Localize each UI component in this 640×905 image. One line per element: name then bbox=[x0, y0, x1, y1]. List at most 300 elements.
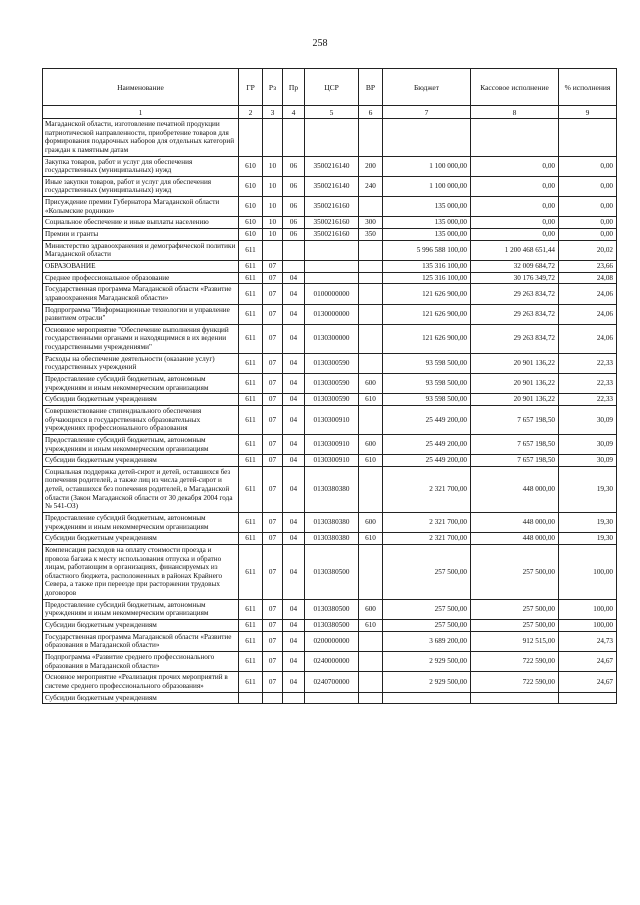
row-value-cell: 07 bbox=[263, 260, 283, 272]
row-value-cell: 0,00 bbox=[471, 176, 559, 196]
row-value-cell: 07 bbox=[263, 533, 283, 545]
table-row bbox=[43, 651, 617, 671]
row-value-cell bbox=[263, 240, 283, 260]
row-value-cell: 611 bbox=[239, 599, 263, 619]
column-header: Кассовое исполнение bbox=[471, 69, 559, 106]
column-number: 9 bbox=[559, 106, 617, 119]
table-row bbox=[43, 156, 617, 176]
row-value-cell: 1 200 468 651,44 bbox=[471, 240, 559, 260]
row-value-cell: 0130300590 bbox=[305, 394, 359, 406]
row-value-cell: 448 000,00 bbox=[471, 533, 559, 545]
row-value-cell: 19,30 bbox=[559, 512, 617, 532]
row-value-cell bbox=[359, 284, 383, 304]
row-value-cell: 04 bbox=[283, 466, 305, 512]
column-header: ВР bbox=[359, 69, 383, 106]
row-value-cell: 23,66 bbox=[559, 260, 617, 272]
row-name-cell: Государственная программа Магаданской области «Развитие здравоохранения Магаданской области» bbox=[43, 284, 239, 304]
row-value-cell bbox=[305, 119, 359, 157]
row-value-cell bbox=[283, 119, 305, 157]
row-name-cell: Премии и гранты bbox=[43, 229, 239, 241]
row-value-cell: 04 bbox=[283, 620, 305, 632]
table-row bbox=[43, 394, 617, 406]
row-value-cell bbox=[559, 119, 617, 157]
row-value-cell: 10 bbox=[263, 156, 283, 176]
row-value-cell: 06 bbox=[283, 176, 305, 196]
row-value-cell: 04 bbox=[283, 394, 305, 406]
row-value-cell: 610 bbox=[359, 455, 383, 467]
row-value-cell: 2 321 700,00 bbox=[383, 512, 471, 532]
row-value-cell: 611 bbox=[239, 651, 263, 671]
row-value-cell: 25 449 200,00 bbox=[383, 405, 471, 434]
row-value-cell: 2 321 700,00 bbox=[383, 533, 471, 545]
row-value-cell: 611 bbox=[239, 260, 263, 272]
row-value-cell bbox=[559, 692, 617, 704]
table-row bbox=[43, 304, 617, 324]
row-name-cell: Субсидии бюджетным учреждениям bbox=[43, 620, 239, 632]
row-value-cell: 611 bbox=[239, 434, 263, 454]
row-value-cell: 07 bbox=[263, 374, 283, 394]
row-value-cell bbox=[359, 324, 383, 353]
row-value-cell bbox=[283, 260, 305, 272]
row-value-cell bbox=[359, 405, 383, 434]
row-name-cell: Предоставление субсидий бюджетным, автономным учреждениям и иным некоммерческим организациям bbox=[43, 374, 239, 394]
row-value-cell bbox=[305, 692, 359, 704]
row-name-cell: Субсидии бюджетным учреждениям bbox=[43, 533, 239, 545]
row-value-cell bbox=[263, 119, 283, 157]
row-value-cell: 0130300590 bbox=[305, 353, 359, 373]
column-number: 7 bbox=[383, 106, 471, 119]
table-row bbox=[43, 512, 617, 532]
row-value-cell: 24,67 bbox=[559, 672, 617, 692]
row-value-cell: 30,09 bbox=[559, 455, 617, 467]
row-value-cell: 611 bbox=[239, 620, 263, 632]
row-value-cell: 93 598 500,00 bbox=[383, 374, 471, 394]
column-number: 2 bbox=[239, 106, 263, 119]
row-value-cell: 30,09 bbox=[559, 434, 617, 454]
row-value-cell: 0240000000 bbox=[305, 651, 359, 671]
column-header: ГР bbox=[239, 69, 263, 106]
row-value-cell: 04 bbox=[283, 304, 305, 324]
column-number: 3 bbox=[263, 106, 283, 119]
row-value-cell bbox=[283, 692, 305, 704]
row-value-cell: 07 bbox=[263, 324, 283, 353]
row-value-cell: 448 000,00 bbox=[471, 466, 559, 512]
row-value-cell: 600 bbox=[359, 512, 383, 532]
row-value-cell bbox=[305, 272, 359, 284]
row-value-cell: 0,00 bbox=[471, 156, 559, 176]
row-value-cell: 0130380500 bbox=[305, 544, 359, 599]
row-value-cell: 240 bbox=[359, 176, 383, 196]
row-value-cell: 610 bbox=[239, 156, 263, 176]
row-value-cell: 611 bbox=[239, 672, 263, 692]
row-value-cell: 07 bbox=[263, 455, 283, 467]
row-name-cell: ОБРАЗОВАНИЕ bbox=[43, 260, 239, 272]
row-value-cell: 30,09 bbox=[559, 405, 617, 434]
row-name-cell: Расходы на обеспечение деятельности (оказание услуг) государственных учреждений bbox=[43, 353, 239, 373]
row-value-cell: 7 657 198,50 bbox=[471, 434, 559, 454]
table-row bbox=[43, 434, 617, 454]
row-value-cell: 07 bbox=[263, 466, 283, 512]
row-value-cell: 19,30 bbox=[559, 466, 617, 512]
row-value-cell: 19,30 bbox=[559, 533, 617, 545]
table-row bbox=[43, 672, 617, 692]
row-name-cell: Магаданской области, изготовление печатной продукции патриотической направленности, приобретение товаров для формирования подарочных наборов для отдельных категорий граждан к памятным датам bbox=[43, 119, 239, 157]
row-value-cell bbox=[359, 631, 383, 651]
row-value-cell: 611 bbox=[239, 466, 263, 512]
row-value-cell: 257 500,00 bbox=[383, 599, 471, 619]
row-value-cell: 121 626 900,00 bbox=[383, 324, 471, 353]
row-value-cell: 20 901 136,22 bbox=[471, 374, 559, 394]
row-value-cell: 610 bbox=[359, 394, 383, 406]
row-value-cell: 07 bbox=[263, 512, 283, 532]
row-name-cell: Предоставление субсидий бюджетным, автономным учреждениям и иным некоммерческим организациям bbox=[43, 512, 239, 532]
table-row bbox=[43, 240, 617, 260]
row-value-cell: 07 bbox=[263, 672, 283, 692]
row-value-cell: 22,33 bbox=[559, 353, 617, 373]
row-value-cell bbox=[471, 692, 559, 704]
row-value-cell bbox=[383, 119, 471, 157]
row-value-cell: 29 263 834,72 bbox=[471, 324, 559, 353]
row-value-cell: 06 bbox=[283, 197, 305, 217]
row-value-cell: 10 bbox=[263, 197, 283, 217]
row-value-cell: 610 bbox=[239, 217, 263, 229]
row-value-cell: 611 bbox=[239, 324, 263, 353]
row-value-cell: 20 901 136,22 bbox=[471, 394, 559, 406]
row-value-cell bbox=[359, 353, 383, 373]
row-value-cell: 07 bbox=[263, 651, 283, 671]
row-value-cell bbox=[359, 544, 383, 599]
row-value-cell: 125 316 100,00 bbox=[383, 272, 471, 284]
row-value-cell: 611 bbox=[239, 272, 263, 284]
row-value-cell: 722 590,00 bbox=[471, 672, 559, 692]
row-value-cell: 25 449 200,00 bbox=[383, 434, 471, 454]
row-value-cell: 600 bbox=[359, 374, 383, 394]
row-value-cell: 7 657 198,50 bbox=[471, 405, 559, 434]
row-value-cell: 0,00 bbox=[471, 197, 559, 217]
table-row bbox=[43, 631, 617, 651]
row-value-cell: 610 bbox=[239, 197, 263, 217]
row-value-cell: 100,00 bbox=[559, 620, 617, 632]
row-value-cell: 0130380380 bbox=[305, 512, 359, 532]
row-value-cell: 135 000,00 bbox=[383, 229, 471, 241]
column-header: Бюджет bbox=[383, 69, 471, 106]
row-value-cell: 611 bbox=[239, 544, 263, 599]
table-row bbox=[43, 405, 617, 434]
row-value-cell: 04 bbox=[283, 353, 305, 373]
row-value-cell: 912 515,00 bbox=[471, 631, 559, 651]
table-row bbox=[43, 260, 617, 272]
row-value-cell: 32 009 684,72 bbox=[471, 260, 559, 272]
row-name-cell: Присуждение премии Губернатора Магаданской области «Колымские родники» bbox=[43, 197, 239, 217]
table-row bbox=[43, 119, 617, 157]
row-value-cell: 100,00 bbox=[559, 599, 617, 619]
row-value-cell: 300 bbox=[359, 217, 383, 229]
table-row bbox=[43, 455, 617, 467]
column-number: 6 bbox=[359, 106, 383, 119]
row-value-cell: 93 598 500,00 bbox=[383, 353, 471, 373]
row-value-cell: 30 176 349,72 bbox=[471, 272, 559, 284]
row-value-cell: 2 321 700,00 bbox=[383, 466, 471, 512]
row-value-cell: 0130380380 bbox=[305, 466, 359, 512]
row-value-cell: 04 bbox=[283, 544, 305, 599]
row-value-cell: 07 bbox=[263, 284, 283, 304]
row-value-cell: 5 996 588 100,00 bbox=[383, 240, 471, 260]
row-value-cell: 0240700000 bbox=[305, 672, 359, 692]
row-value-cell: 257 500,00 bbox=[471, 599, 559, 619]
table-row bbox=[43, 176, 617, 196]
row-value-cell: 611 bbox=[239, 455, 263, 467]
row-value-cell: 2 929 500,00 bbox=[383, 672, 471, 692]
row-value-cell: 0130300910 bbox=[305, 405, 359, 434]
row-value-cell: 3 689 200,00 bbox=[383, 631, 471, 651]
row-value-cell bbox=[263, 692, 283, 704]
row-value-cell: 0130380380 bbox=[305, 533, 359, 545]
row-value-cell: 257 500,00 bbox=[471, 544, 559, 599]
row-name-cell: Социальное обеспечение и иные выплаты населению bbox=[43, 217, 239, 229]
row-name-cell: Подпрограмма «Развитие среднего профессионального образования в Магаданской области» bbox=[43, 651, 239, 671]
column-header: Пр bbox=[283, 69, 305, 106]
row-value-cell bbox=[239, 119, 263, 157]
row-value-cell: 04 bbox=[283, 512, 305, 532]
row-value-cell: 07 bbox=[263, 631, 283, 651]
row-value-cell: 0,00 bbox=[471, 229, 559, 241]
column-header: ЦСР bbox=[305, 69, 359, 106]
row-value-cell: 611 bbox=[239, 533, 263, 545]
row-value-cell: 20,02 bbox=[559, 240, 617, 260]
row-value-cell: 611 bbox=[239, 353, 263, 373]
row-value-cell: 04 bbox=[283, 599, 305, 619]
row-value-cell: 1 100 000,00 bbox=[383, 156, 471, 176]
row-value-cell: 07 bbox=[263, 599, 283, 619]
row-name-cell: Среднее профессиональное образование bbox=[43, 272, 239, 284]
row-value-cell: 04 bbox=[283, 455, 305, 467]
table-row bbox=[43, 620, 617, 632]
row-value-cell: 07 bbox=[263, 405, 283, 434]
row-value-cell: 0,00 bbox=[559, 156, 617, 176]
row-value-cell: 121 626 900,00 bbox=[383, 284, 471, 304]
row-value-cell: 3500216160 bbox=[305, 229, 359, 241]
row-value-cell: 0130300910 bbox=[305, 455, 359, 467]
row-value-cell: 22,33 bbox=[559, 394, 617, 406]
row-value-cell: 611 bbox=[239, 394, 263, 406]
row-value-cell: 0,00 bbox=[559, 197, 617, 217]
row-value-cell: 200 bbox=[359, 156, 383, 176]
row-value-cell: 610 bbox=[239, 229, 263, 241]
column-number: 8 bbox=[471, 106, 559, 119]
row-value-cell: 600 bbox=[359, 599, 383, 619]
row-name-cell: Министерство здравоохранения и демографической политики Магаданской области bbox=[43, 240, 239, 260]
row-value-cell: 610 bbox=[239, 176, 263, 196]
row-value-cell: 07 bbox=[263, 304, 283, 324]
row-value-cell: 135 000,00 bbox=[383, 217, 471, 229]
row-value-cell: 611 bbox=[239, 284, 263, 304]
row-value-cell: 07 bbox=[263, 434, 283, 454]
row-value-cell bbox=[359, 260, 383, 272]
table-body bbox=[43, 119, 617, 704]
row-value-cell: 600 bbox=[359, 434, 383, 454]
row-value-cell: 7 657 198,50 bbox=[471, 455, 559, 467]
row-value-cell: 06 bbox=[283, 229, 305, 241]
column-header: Наименование bbox=[43, 69, 239, 106]
row-value-cell bbox=[305, 240, 359, 260]
table-row bbox=[43, 374, 617, 394]
table-row bbox=[43, 544, 617, 599]
table-row bbox=[43, 272, 617, 284]
row-value-cell: 0130380500 bbox=[305, 620, 359, 632]
row-value-cell: 10 bbox=[263, 176, 283, 196]
row-value-cell: 04 bbox=[283, 284, 305, 304]
row-value-cell bbox=[305, 260, 359, 272]
row-value-cell bbox=[359, 651, 383, 671]
row-value-cell bbox=[383, 692, 471, 704]
row-value-cell: 04 bbox=[283, 631, 305, 651]
row-value-cell: 0200000000 bbox=[305, 631, 359, 651]
row-value-cell: 04 bbox=[283, 272, 305, 284]
row-value-cell: 10 bbox=[263, 217, 283, 229]
row-value-cell: 3500216140 bbox=[305, 176, 359, 196]
table-row bbox=[43, 353, 617, 373]
row-value-cell: 04 bbox=[283, 672, 305, 692]
row-value-cell: 24,06 bbox=[559, 304, 617, 324]
row-value-cell: 257 500,00 bbox=[383, 620, 471, 632]
row-value-cell: 29 263 834,72 bbox=[471, 304, 559, 324]
row-value-cell: 0130380500 bbox=[305, 599, 359, 619]
row-value-cell: 06 bbox=[283, 217, 305, 229]
row-value-cell: 100,00 bbox=[559, 544, 617, 599]
row-value-cell: 04 bbox=[283, 434, 305, 454]
row-value-cell: 722 590,00 bbox=[471, 651, 559, 671]
table-row bbox=[43, 324, 617, 353]
row-name-cell: Компенсация расходов на оплату стоимости проезда и провоза багажа к месту использования отпуска и обратно лицам, работающим в организациях, финансируемых из областного бюджета, расположенных в районах Крайнего Севера, а также при переезде при расторжении трудовых договоров bbox=[43, 544, 239, 599]
row-value-cell: 350 bbox=[359, 229, 383, 241]
row-value-cell: 04 bbox=[283, 533, 305, 545]
budget-execution-table bbox=[42, 68, 617, 704]
column-header: % исполнения bbox=[559, 69, 617, 106]
row-value-cell bbox=[471, 119, 559, 157]
row-value-cell: 24,08 bbox=[559, 272, 617, 284]
row-value-cell: 0130300590 bbox=[305, 374, 359, 394]
row-value-cell: 611 bbox=[239, 240, 263, 260]
row-name-cell: Основное мероприятие «Реализация прочих мероприятий в системе среднего профессионального образования» bbox=[43, 672, 239, 692]
row-value-cell bbox=[359, 466, 383, 512]
row-value-cell: 610 bbox=[359, 620, 383, 632]
row-value-cell: 22,33 bbox=[559, 374, 617, 394]
row-value-cell: 257 500,00 bbox=[383, 544, 471, 599]
row-name-cell: Субсидии бюджетным учреждениям bbox=[43, 455, 239, 467]
row-value-cell: 3500216160 bbox=[305, 197, 359, 217]
row-value-cell bbox=[283, 240, 305, 260]
row-value-cell: 06 bbox=[283, 156, 305, 176]
table-row bbox=[43, 217, 617, 229]
row-name-cell: Иные закупки товаров, работ и услуг для обеспечения государственных (муниципальных) нужд bbox=[43, 176, 239, 196]
header-row bbox=[43, 69, 617, 106]
row-value-cell: 3500216160 bbox=[305, 217, 359, 229]
row-name-cell: Совершенствование стипендиального обеспечения обучающихся в государственных образовательных учреждениях профессионального образования bbox=[43, 405, 239, 434]
row-value-cell: 04 bbox=[283, 324, 305, 353]
row-value-cell: 2 929 500,00 bbox=[383, 651, 471, 671]
row-value-cell: 135 316 100,00 bbox=[383, 260, 471, 272]
column-header: Рз bbox=[263, 69, 283, 106]
row-value-cell: 0100000000 bbox=[305, 284, 359, 304]
row-name-cell: Закупка товаров, работ и услуг для обеспечения государственных (муниципальных) нужд bbox=[43, 156, 239, 176]
row-value-cell bbox=[359, 672, 383, 692]
row-value-cell: 29 263 834,72 bbox=[471, 284, 559, 304]
row-value-cell bbox=[359, 304, 383, 324]
column-number: 4 bbox=[283, 106, 305, 119]
row-name-cell: Подпрограмма "Информационные технологии и управление развитием отрасли" bbox=[43, 304, 239, 324]
row-name-cell: Предоставление субсидий бюджетным, автономным учреждениям и иным некоммерческим организациям bbox=[43, 599, 239, 619]
row-value-cell: 0,00 bbox=[471, 217, 559, 229]
row-value-cell: 93 598 500,00 bbox=[383, 394, 471, 406]
row-value-cell bbox=[359, 692, 383, 704]
row-value-cell: 04 bbox=[283, 405, 305, 434]
table-row bbox=[43, 197, 617, 217]
row-value-cell: 0,00 bbox=[559, 229, 617, 241]
row-value-cell: 0,00 bbox=[559, 176, 617, 196]
row-value-cell: 25 449 200,00 bbox=[383, 455, 471, 467]
row-value-cell: 3500216140 bbox=[305, 156, 359, 176]
row-value-cell: 07 bbox=[263, 620, 283, 632]
row-value-cell bbox=[239, 692, 263, 704]
row-value-cell: 24,73 bbox=[559, 631, 617, 651]
table-row bbox=[43, 466, 617, 512]
row-value-cell bbox=[359, 272, 383, 284]
table-row bbox=[43, 692, 617, 704]
row-value-cell: 0,00 bbox=[559, 217, 617, 229]
row-name-cell: Государственная программа Магаданской области «Развитие образования в Магаданской области» bbox=[43, 631, 239, 651]
column-number: 5 bbox=[305, 106, 359, 119]
row-name-cell: Предоставление субсидий бюджетным, автономным учреждениям и иным некоммерческим организациям bbox=[43, 434, 239, 454]
row-value-cell: 611 bbox=[239, 512, 263, 532]
row-value-cell: 04 bbox=[283, 374, 305, 394]
row-value-cell: 257 500,00 bbox=[471, 620, 559, 632]
row-value-cell: 07 bbox=[263, 394, 283, 406]
row-name-cell: Субсидии бюджетным учреждениям bbox=[43, 394, 239, 406]
table-row bbox=[43, 229, 617, 241]
row-value-cell: 0130000000 bbox=[305, 304, 359, 324]
row-value-cell: 611 bbox=[239, 631, 263, 651]
row-value-cell: 448 000,00 bbox=[471, 512, 559, 532]
row-value-cell: 135 000,00 bbox=[383, 197, 471, 217]
row-value-cell: 24,06 bbox=[559, 284, 617, 304]
column-number-row bbox=[43, 106, 617, 119]
row-value-cell: 611 bbox=[239, 405, 263, 434]
row-value-cell: 121 626 900,00 bbox=[383, 304, 471, 324]
row-value-cell: 07 bbox=[263, 544, 283, 599]
row-value-cell: 610 bbox=[359, 533, 383, 545]
row-value-cell: 20 901 136,22 bbox=[471, 353, 559, 373]
row-value-cell bbox=[359, 119, 383, 157]
column-number: 1 bbox=[43, 106, 239, 119]
row-value-cell: 611 bbox=[239, 374, 263, 394]
row-value-cell: 0130300000 bbox=[305, 324, 359, 353]
row-value-cell: 24,06 bbox=[559, 324, 617, 353]
row-value-cell: 1 100 000,00 bbox=[383, 176, 471, 196]
row-value-cell: 10 bbox=[263, 229, 283, 241]
row-name-cell: Основное мероприятие "Обеспечение выполнения функций государственными органами и находящимися в их ведении государственными учреждениями" bbox=[43, 324, 239, 353]
row-value-cell: 04 bbox=[283, 651, 305, 671]
row-name-cell: Субсидии бюджетным учреждениям bbox=[43, 692, 239, 704]
row-value-cell bbox=[359, 197, 383, 217]
row-value-cell: 611 bbox=[239, 304, 263, 324]
row-value-cell: 24,67 bbox=[559, 651, 617, 671]
table-row bbox=[43, 284, 617, 304]
page-number: 258 bbox=[312, 38, 328, 49]
row-value-cell: 07 bbox=[263, 272, 283, 284]
row-value-cell: 0130300910 bbox=[305, 434, 359, 454]
row-value-cell bbox=[359, 240, 383, 260]
row-value-cell: 07 bbox=[263, 353, 283, 373]
